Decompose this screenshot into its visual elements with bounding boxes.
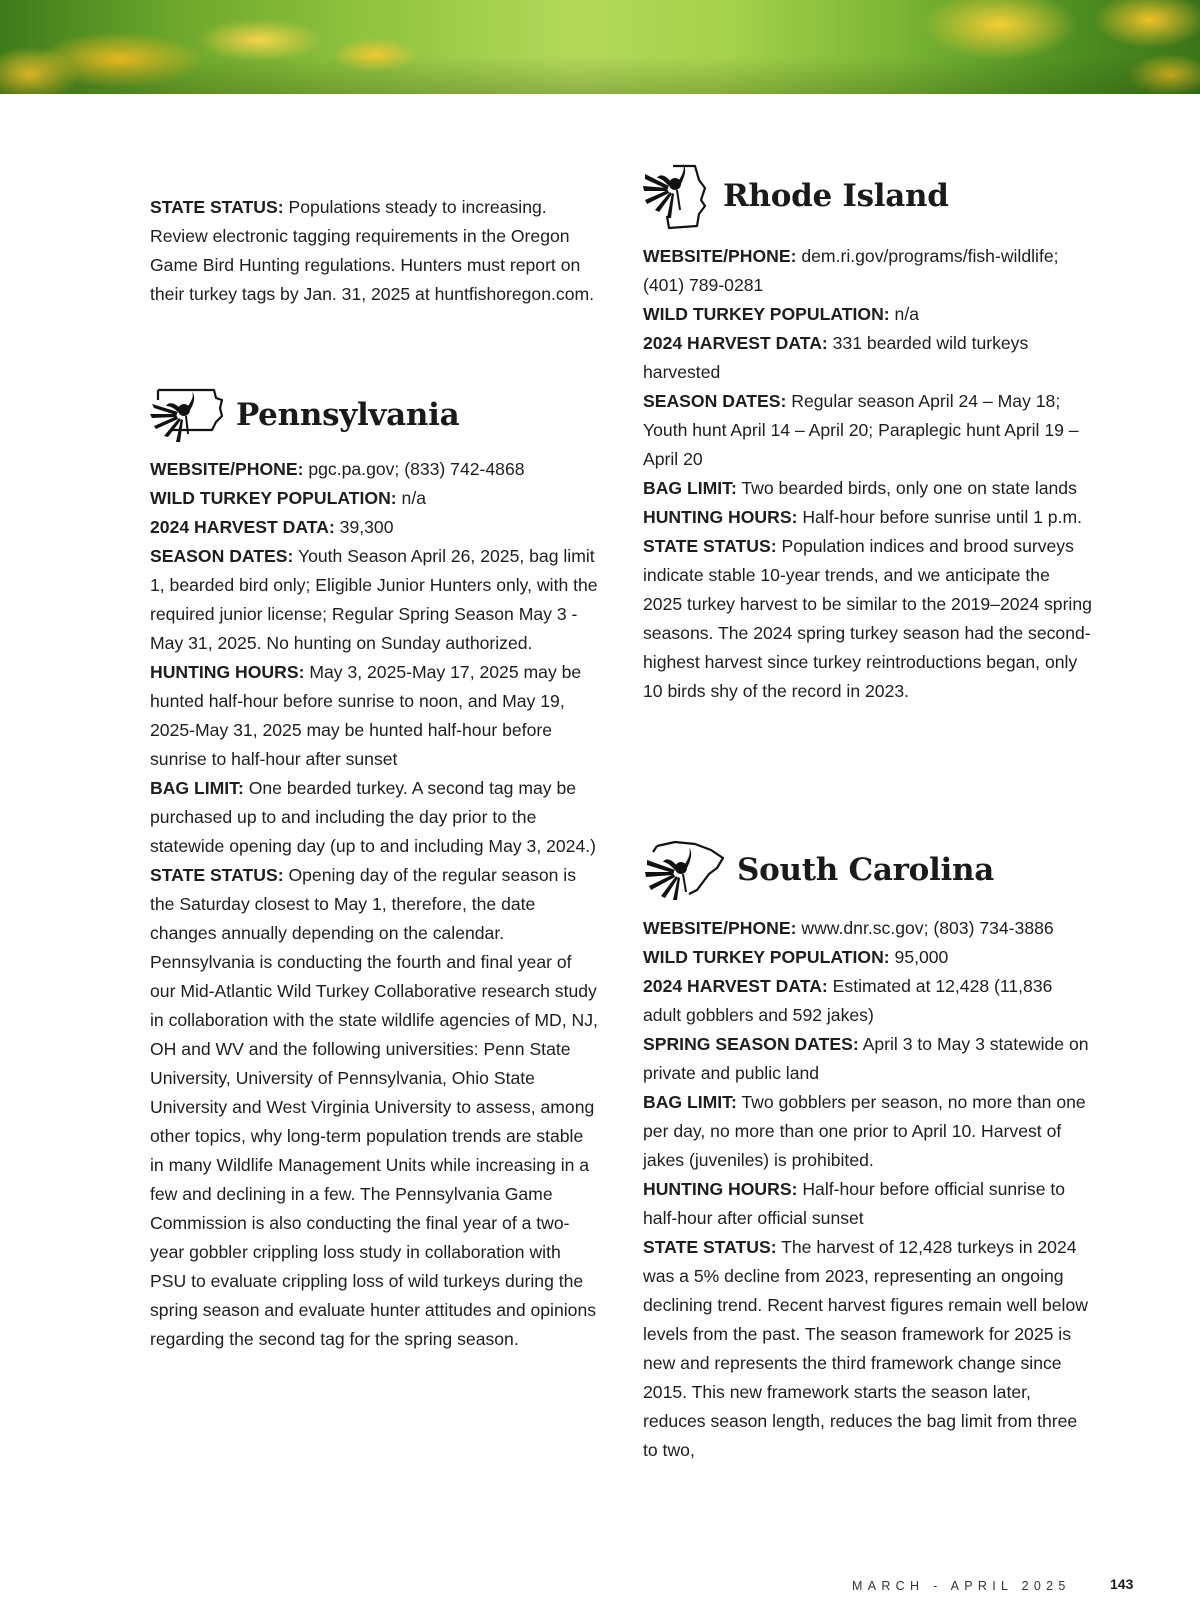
field-value: Youth Season April 26, 2025, bag limit 1, bearded bird only; Eligible Junior Hunters only, with the required junior license; Regular Spring Season May 3 - May 31, 2025. No hunting on Sunday authorized.: [150, 546, 598, 653]
rhode-island-details: [643, 242, 1093, 706]
bag-limit-row: [643, 1088, 1093, 1175]
website-row: [150, 455, 600, 484]
population-row: [643, 943, 1093, 972]
field-value: Half-hour before official sunrise to half-hour after official sunset: [643, 1179, 1066, 1228]
field-label: HUNTING HOURS:: [150, 662, 305, 682]
field-label: WEBSITE/PHONE:: [150, 459, 304, 479]
rhode-island-map-turkey-icon: [643, 160, 711, 232]
field-label: STATE STATUS:: [643, 536, 777, 556]
pennsylvania-heading: [150, 386, 459, 444]
hours-row: [150, 658, 600, 774]
hours-row: [643, 1175, 1093, 1233]
field-value: Half-hour before sunrise until 1 p.m.: [797, 507, 1083, 527]
field-label: STATE STATUS:: [150, 197, 284, 217]
field-value: Two gobblers per season, no more than one per day, no more than one prior to April 10. Harvest of jakes (juveniles) is prohibited.: [643, 1092, 1086, 1170]
field-value: Population indices and brood surveys indicate stable 10-year trends, and we anticipate the 2025 turkey harvest to be similar to the 2019–2024 spring seasons. The 2024 spring turkey season had the second-highest harvest since turkey reintroductions began, only 10 birds shy of the record in 2023.: [643, 536, 1092, 701]
season-row: [643, 1030, 1093, 1088]
field-value: May 3, 2025-May 17, 2025 may be hunted half-hour before sunrise to noon, and May 19, 2025-May 31, 2025 may be hunted half-hour before sunrise to half-hour after sunset: [150, 662, 582, 769]
field-label: SEASON DATES:: [643, 391, 787, 411]
field-value: Two bearded birds, only one on state lands: [736, 478, 1077, 498]
harvest-row: [150, 513, 600, 542]
field-value: One bearded turkey. A second tag may be purchased up to and including the day prior to the statewide opening day (up to and including May 3, 2024.): [150, 778, 597, 856]
harvest-row: [643, 972, 1093, 1030]
field-label: HUNTING HOURS:: [643, 507, 798, 527]
state-status-row: [643, 1233, 1093, 1465]
field-label: SPRING SEASON DATES:: [643, 1034, 859, 1054]
state-title: Rhode Island: [723, 177, 949, 214]
pennsylvania-details: [150, 455, 600, 1354]
field-label: BAG LIMIT:: [150, 778, 244, 798]
hours-row: [643, 503, 1093, 532]
field-label: WEBSITE/PHONE:: [643, 918, 797, 938]
harvest-row: [643, 329, 1093, 387]
field-value: Estimated at 12,428 (11,836 adult gobblers and 592 jakes): [643, 976, 1053, 1025]
oregon-state-status: [150, 193, 600, 309]
website-row: [643, 242, 1093, 300]
season-row: [643, 387, 1093, 474]
south-carolina-details: [643, 914, 1093, 1465]
state-status-row: [643, 532, 1093, 706]
field-label: STATE STATUS:: [150, 865, 284, 885]
field-label: WILD TURKEY POPULATION:: [643, 947, 890, 967]
issue-date: MARCH - APRIL 2025: [852, 1579, 1071, 1593]
header-flower-banner: [0, 0, 1200, 94]
field-value: n/a: [396, 488, 426, 508]
south-carolina-heading: [643, 838, 994, 902]
south-carolina-map-turkey-icon: [643, 838, 725, 902]
field-value: pgc.pa.gov; (833) 742-4868: [303, 459, 525, 479]
pennsylvania-map-turkey-icon: [150, 386, 224, 444]
field-label: 2024 HARVEST DATA:: [643, 976, 828, 996]
field-value: Regular season April 24 – May 18; Youth hunt April 14 – April 20; Paraplegic hunt April 19 – April 20: [643, 391, 1079, 469]
state-title: Pennsylvania: [236, 396, 460, 433]
field-label: SEASON DATES:: [150, 546, 294, 566]
field-label: HUNTING HOURS:: [643, 1179, 798, 1199]
field-value: n/a: [889, 304, 919, 324]
population-row: [643, 300, 1093, 329]
field-value: dem.ri.gov/programs/fish-wildlife; (401) 789-0281: [643, 246, 1059, 295]
field-value: 39,300: [334, 517, 394, 537]
state-title: South Carolina: [737, 851, 994, 888]
field-value: April 3 to May 3 statewide on private and public land: [643, 1034, 1089, 1083]
field-value: 95,000: [889, 947, 949, 967]
field-label: 2024 HARVEST DATA:: [643, 333, 828, 353]
field-label: BAG LIMIT:: [643, 478, 737, 498]
website-row: [643, 914, 1093, 943]
field-value: Populations steady to increasing. Review electronic tagging requirements in the Oregon Game Bird Hunting regulations. Hunters must report on their turkey tags by Jan. 31, 2025 at huntfishoregon.com.: [150, 197, 595, 304]
field-label: WILD TURKEY POPULATION:: [150, 488, 397, 508]
field-label: WILD TURKEY POPULATION:: [643, 304, 890, 324]
field-label: STATE STATUS:: [643, 1237, 777, 1257]
state-status-row: [150, 861, 600, 1354]
field-label: 2024 HARVEST DATA:: [150, 517, 335, 537]
field-value: The harvest of 12,428 turkeys in 2024 was a 5% decline from 2023, representing an ongoing declining trend. Recent harvest figures remain well below levels from the past. The season framework for 2025 is new and represents the third framework change since 2015. This new framework starts the season later, reduces season length, reduces the bag limit from three to two,: [643, 1237, 1088, 1460]
bag-limit-row: [643, 474, 1093, 503]
field-value: 331 bearded wild turkeys harvested: [643, 333, 1029, 382]
rhode-island-heading: [643, 160, 949, 232]
page-number: 143: [1110, 1576, 1134, 1592]
field-value: www.dnr.sc.gov; (803) 734-3886: [796, 918, 1054, 938]
field-label: BAG LIMIT:: [643, 1092, 737, 1112]
bag-limit-row: [150, 774, 600, 861]
population-row: [150, 484, 600, 513]
field-label: WEBSITE/PHONE:: [643, 246, 797, 266]
field-value: Opening day of the regular season is the Saturday closest to May 1, therefore, the date changes annually depending on the calendar. Pennsylvania is conducting the fourth and final year of our Mid-Atlantic Wild Turkey Collaborative research study in collaboration with the state wildlife agencies of MD, NJ, OH and WV and the following universities: Penn State University, University of Pennsylvania, Ohio State University and West Virginia University to assess, among other topics, why long-term population trends are stable in many Wildlife Management Units while increasing in a few and declining in a few. The Pennsylvania Game Commission is also conducting the final year of a two-year gobbler crippling loss study in collaboration with PSU to evaluate crippling loss of wild turkeys during the spring season and evaluate hunter attitudes and opinions regarding the second tag for the spring season.: [150, 865, 598, 1349]
season-row: [150, 542, 600, 658]
